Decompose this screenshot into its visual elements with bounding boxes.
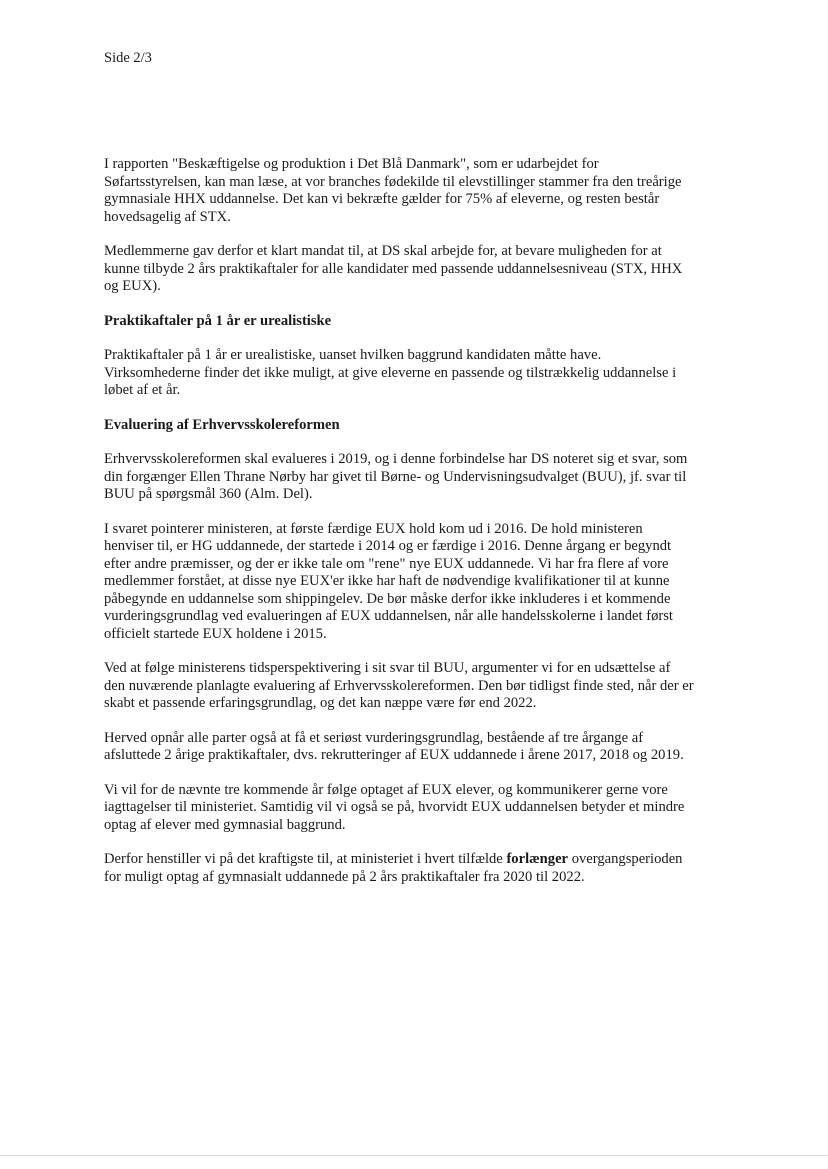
- paragraph-line: gymnasiale HHX uddannelse. Det kan vi bekræfte gælder for 75% af eleverne, og resten består: [104, 191, 660, 207]
- paragraph-4: [104, 451, 776, 504]
- paragraph-line: optag af elever med gymnasial baggrund.: [104, 816, 346, 833]
- document-body: [104, 156, 776, 903]
- paragraph-6: [104, 660, 776, 713]
- bottom-divider: [0, 1155, 828, 1156]
- paragraph-line: [104, 851, 776, 869]
- paragraph-line: hovedsagelig af STX.: [104, 208, 231, 225]
- paragraph-line: vurderingsgrundlag ved evalueringen af EUX uddannelsen, når alle handelsskolerne i landet først: [104, 608, 673, 624]
- paragraph-8: [104, 782, 776, 835]
- paragraph-line: løbet af et år.: [104, 382, 181, 398]
- paragraph-line: og EUX).: [104, 278, 161, 294]
- paragraph-line: I rapporten "Beskæftigelse og produktion i Det Blå Danmark", som er udarbejdet for: [104, 156, 599, 172]
- text-run: overgangsperioden: [568, 851, 683, 867]
- paragraph-line: I svaret pointerer ministeren, at første færdige EUX hold kom ud i 2016. De hold ministeren: [104, 520, 643, 537]
- paragraph-line: afsluttede 2 årige praktikaftaler, dvs. rekrutteringer af EUX uddannede i årene 2017, 2018 og 2019.: [104, 747, 684, 763]
- emphasis-forlaenger: forlænger: [506, 851, 569, 867]
- page-number: Side 2/3: [104, 50, 152, 66]
- paragraph-line: BUU på spørgsmål 360 (Alm. Del).: [104, 486, 313, 502]
- paragraph-line: Virksomhederne finder det ikke muligt, at give eleverne en passende og tilstrækkelig uddannelse i: [104, 364, 677, 381]
- paragraph-line: iagttagelser til ministeriet. Samtidig vil vi også se på, hvorvidt EUX uddannelsen betyder et mindre: [104, 799, 685, 815]
- paragraph-line: Ved at følge ministerens tidsperspektivering i sit svar til BUU, argumenter vi for en udsættelse af: [104, 660, 671, 676]
- paragraph-1: [104, 156, 776, 226]
- paragraph-line: skabt et passende erfaringsgrundlag, og det kan næppe være før end 2022.: [104, 695, 537, 711]
- paragraph-9: [104, 851, 776, 886]
- text-run: Derfor henstiller vi på det kraftigste til, at ministeriet i hvert tilfælde: [104, 851, 507, 867]
- paragraph-line: Herved opnår alle parter også at få et seriøst vurderingsgrundlag, bestående af tre årgange af: [104, 729, 644, 746]
- paragraph-line: Vi vil for de nævnte tre kommende år følge optaget af EUX elever, og kommunikerer gerne vore: [104, 781, 668, 798]
- paragraph-line: kunne tilbyde 2 års praktikaftaler for alle kandidater med passende uddannelsesniveau (STX, HHX: [104, 260, 683, 277]
- paragraph-line: Søfartsstyrelsen, kan man læse, at vor branches fødekilde til elevstillinger stammer fra den treårige: [104, 173, 682, 190]
- paragraph-line: efter andre præmisser, og der er ikke tale om "rene" nye EUX uddannede. Vi har fra flere af vore: [104, 555, 669, 572]
- paragraph-line: for muligt optag af gymnasialt uddannede på 2 års praktikaftaler fra 2020 til 2022.: [104, 868, 585, 885]
- paragraph-line: den nuværende planlagte evaluering af Erhvervsskolereformen. Den bør tidligst finde sted, når der er: [104, 677, 694, 694]
- paragraph-line: Erhvervsskolereformen skal evalueres i 2019, og i denne forbindelse har DS noteret sig et svar, som: [104, 451, 688, 467]
- paragraph-line: påbegynde en uddannelse som shippingelev. De bør måske derfor ikke inkluderes i et kommende: [104, 590, 671, 607]
- paragraph-line: din forgænger Ellen Thrane Nørby har givet til Børne- og Undervisningsudvalget (BUU), jf. svar til: [104, 468, 687, 485]
- paragraph-3: [104, 347, 776, 400]
- section-heading-evaluering: Evaluering af Erhvervsskolereformen: [104, 416, 340, 433]
- paragraph-line: medlemmer forstået, at disse nye EUX'er ikke har haft de nødvendige kvalifikationer til at kunne: [104, 573, 670, 589]
- paragraph-line: Medlemmerne gav derfor et klart mandat til, at DS skal arbejde for, at bevare muligheden for at: [104, 243, 662, 259]
- paragraph-2: [104, 243, 776, 296]
- paragraph-line: officielt startede EUX holdene i 2015.: [104, 625, 327, 642]
- paragraph-5: [104, 521, 776, 644]
- paragraph-7: [104, 730, 776, 765]
- paragraph-line: Praktikaftaler på 1 år er urealistiske, uanset hvilken baggrund kandidaten måtte have.: [104, 347, 602, 363]
- section-heading-praktikaftaler: Praktikaftaler på 1 år er urealistiske: [104, 312, 332, 329]
- paragraph-line: henviser til, er HG uddannede, der startede i 2014 og er færdige i 2016. Denne årgang er begyndt: [104, 538, 672, 554]
